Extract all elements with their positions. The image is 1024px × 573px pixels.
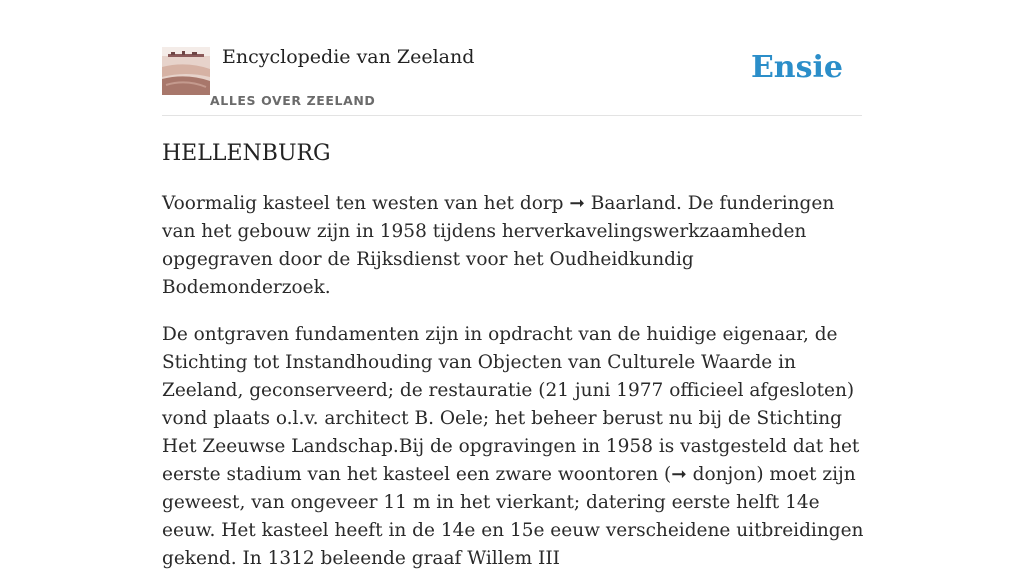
site-subtitle: ALLES OVER ZEELAND — [210, 93, 376, 108]
article-paragraph: Voormalig kasteel ten westen van het dorp ➞ Baarland. De funderingen van het gebouw zijn in 1958 tijdens herverkavelingswerkzaamheden opgegraven door de Rijksdienst voor het Oudheidkundig Bodemonderzoek. — [162, 193, 835, 298]
zeeland-photo-icon — [162, 47, 210, 95]
avatar[interactable] — [162, 47, 210, 95]
page-title: HELLENBURG — [162, 141, 331, 166]
article — [162, 138, 866, 573]
site-title[interactable]: Encyclopedie van Zeeland — [222, 46, 475, 68]
site-header — [162, 40, 862, 116]
ensie-logo-link[interactable]: Ensie — [750, 50, 843, 85]
article-paragraph: De ontgraven fundamenten zijn in opdracht van de huidige eigenaar, de Stichting tot Instandhouding van Objecten van Culturele Waarde in Zeeland, geconserveerd; de restauratie (21 juni 1977 officieel afgesloten) vond plaats o.l.v. architect B. Oele; het beheer berust nu bij de Stichting Het Zeeuwse Landschap.Bij de opgravingen in 1958 is vastgesteld dat het eerste stadium van het kasteel een zware woontoren (➞ donjon) moet zijn geweest, van ongeveer 11 m in het vierkant; datering eerste helft 14e eeuw. Het kasteel heeft in de 14e en 15e eeuw verscheidene uitbreidingen gekend. In 1312 beleende graaf Willem III — [162, 324, 864, 569]
